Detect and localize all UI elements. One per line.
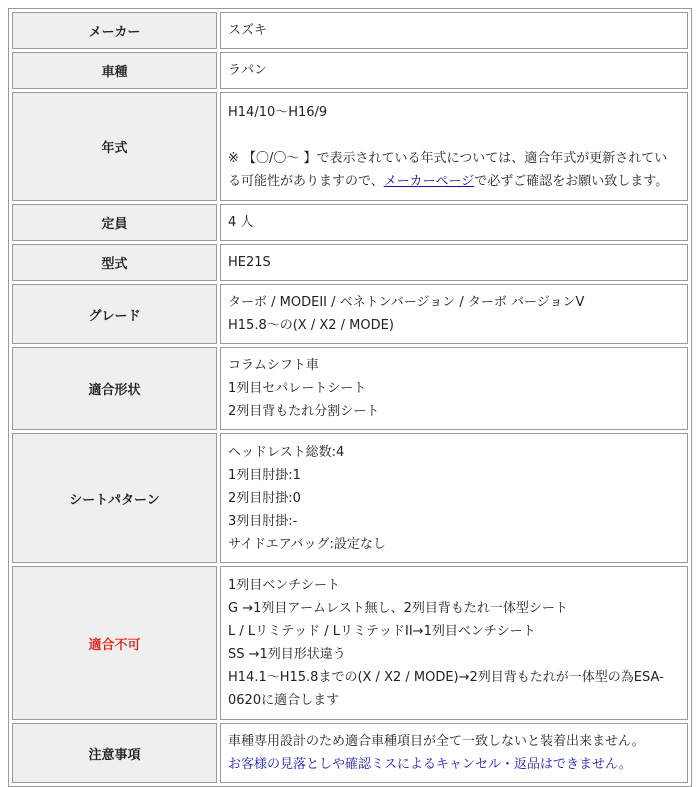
label-model: 車種 (12, 52, 217, 89)
year-note: ※ 【〇/〇～ 】で表示されている年式については、適合年式が更新されている可能性がありますので、メーカーページで必ずご確認をお願い致します。 (228, 150, 669, 189)
fit-shape-line: コラムシフト車 (228, 358, 319, 373)
row-year (12, 92, 688, 201)
notes-line: 車種専用設計のため適合車種項目が全て一致しないと装着出来ません。 (228, 734, 645, 749)
year-range: H14/10～H16/9 (228, 104, 328, 120)
seat-pattern-line: サイドエアバッグ:設定なし (228, 536, 386, 552)
row-notes (12, 723, 688, 783)
notes-warning-line: お客様の見落としや確認ミスによるキャンセル・返品はできません。 (228, 757, 632, 772)
label-notes: 注意事項 (12, 723, 217, 783)
row-fit-shape (12, 347, 688, 430)
label-grade: グレード (12, 284, 217, 344)
row-maker (12, 12, 688, 49)
grade-line: ターボ / MODEII / ベネトンバージョン / ターボ バージョンV (228, 295, 585, 310)
not-compatible-line: SS →1列目形状違う (228, 647, 346, 662)
value-model: ラパン (220, 52, 688, 89)
spec-table (8, 8, 692, 787)
row-grade (12, 284, 688, 344)
seat-pattern-line: 2列目肘掛:0 (228, 490, 301, 506)
seat-pattern-line: 3列目肘掛:- (228, 513, 298, 529)
row-not-compatible (12, 566, 688, 720)
row-capacity (12, 204, 688, 241)
seat-pattern-line: ヘッドレスト総数:4 (228, 444, 345, 460)
value-maker: スズキ (220, 12, 688, 49)
not-compatible-line: G →1列目アームレスト無し、2列目背もたれ一体型シート (228, 601, 568, 616)
row-model (12, 52, 688, 89)
value-capacity: 4 人 (220, 204, 688, 241)
not-compatible-line: 1列目ベンチシート (228, 578, 341, 593)
not-compatible-line: L / Lリミテッド / LリミテッドII→1列目ベンチシート (228, 624, 536, 639)
grade-line: H15.8～の(X / X2 / MODE) (228, 318, 394, 333)
row-seat-pattern (12, 433, 688, 563)
label-seat-pattern: シートパターン (12, 433, 217, 563)
label-year: 年式 (12, 92, 217, 201)
fit-shape-line: 1列目セパレートシート (228, 381, 367, 396)
maker-page-link[interactable]: メーカーページ (383, 173, 475, 189)
value-grade (220, 284, 688, 344)
label-type: 型式 (12, 244, 217, 281)
seat-pattern-line: 1列目肘掛:1 (228, 467, 301, 483)
row-type (12, 244, 688, 281)
fit-shape-line: 2列目背もたれ分割シート (228, 404, 380, 419)
value-type: HE21S (220, 244, 688, 281)
label-fit-shape: 適合形状 (12, 347, 217, 430)
label-capacity: 定員 (12, 204, 217, 241)
value-year (220, 92, 688, 201)
value-notes (220, 723, 688, 783)
value-seat-pattern (220, 433, 688, 563)
value-not-compatible (220, 566, 688, 720)
value-fit-shape (220, 347, 688, 430)
label-not-compatible: 適合不可 (12, 566, 217, 720)
label-maker: メーカー (12, 12, 217, 49)
not-compatible-line: H14.1～H15.8までの(X / X2 / MODE)→2列目背もたれが一体型の為ESA-0620に適合します (228, 670, 664, 708)
